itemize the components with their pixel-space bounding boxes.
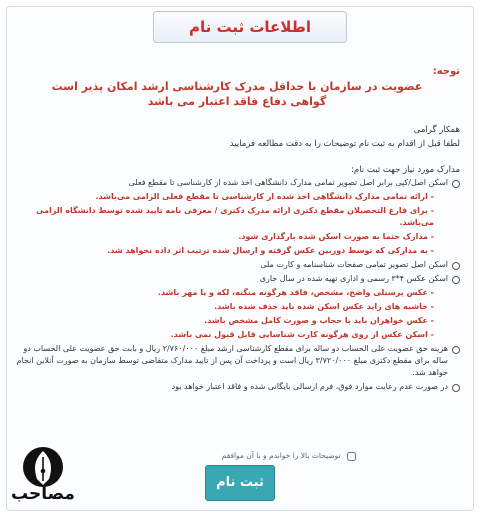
greeting-salutation: همکار گرامی bbox=[413, 125, 460, 135]
notice-line-2: گواهی دفاع فاقد اعتبار می باشد bbox=[147, 95, 327, 108]
page-title: اطلاعات ثبت نام bbox=[153, 11, 347, 43]
agreement-row bbox=[156, 451, 356, 461]
requirement-item: در صورت عدم رعایت موارد فوق، فرم ارسالی بایگانی شده و فاقد اعتبار خواهد بود bbox=[14, 381, 460, 393]
requirement-item: هزینه حق عضویت علی الحساب دو ساله برای مقطع کارشناسی ارشد مبلغ ۲/۷۶۰/۰۰۰ ریال و بابت حق عضویت علی الحساب دو ساله برای مقطع دکتری مبلغ ۳/۷۲۰/۰۰۰ ریال است و پرداخت آن پس از تایید مدارک متقاضی توسط سازمان به صورت آنلاین انجام خواهد شد. bbox=[14, 343, 460, 379]
requirement-warning: - ارائه تمامی مدارک دانشگاهی اخذ شده از کارشناسی تا مقطع فعلی الزامی می‌باشد. bbox=[95, 192, 434, 201]
registration-content bbox=[14, 66, 460, 395]
requirement-warning: - اسکن عکس از روی هرگونه کارت شناسایی قابل قبول نمی باشد. bbox=[170, 330, 434, 339]
requirement-warning: - مدارک حتما به صورت اسکن شده بارگذاری شود. bbox=[238, 232, 434, 241]
requirement-warning: - حاشیه های زاید عکس اسکن شده باید حذف شده باشد. bbox=[214, 302, 434, 311]
notice-line-1: عضویت در سازمان با حداقل مدرک کارشناسی ارشد امکان پذیر است bbox=[51, 80, 423, 93]
requirement-item: اسکن اصل تصویر تمامی صفحات شناسنامه و کارت ملی bbox=[14, 259, 460, 271]
requirement-warning: - عکس پرسنلی واضح، مشخص، فاقد هرگونه منگنه، لکه و یا مهر باشد. bbox=[157, 288, 434, 297]
requirement-warning: - به مدارکی که توسط دوربین عکس گرفته و ارسال شده ترتیب اثر داده نخواهد شد. bbox=[107, 246, 434, 255]
brand-logo-text: مصاحب bbox=[11, 484, 75, 504]
requirement-item: اسکن عکس ۴*۳ رسمی و اداری تهیه شده در سال جاری bbox=[14, 273, 460, 285]
agreement-label: توضیحات بالا را خواندم و با آن موافقم bbox=[221, 451, 341, 460]
requirements-title: مدارک مورد نیاز جهت ثبت نام: bbox=[351, 165, 460, 175]
greeting bbox=[14, 123, 460, 151]
notice-text bbox=[14, 79, 460, 109]
greeting-instruction: لطفا قبل از اقدام به ثبت نام توضیحات را به دقت مطالعه فرمایید bbox=[229, 139, 460, 149]
agreement-checkbox[interactable] bbox=[347, 452, 356, 461]
notice-label: توجه: bbox=[432, 66, 460, 77]
requirements-list bbox=[14, 177, 460, 393]
requirement-warning: - عکس خواهران باید با حجاب و صورت کامل مشخص باشد. bbox=[204, 316, 434, 325]
submit-button[interactable]: ثبت نام bbox=[205, 465, 275, 501]
requirement-warning: - برای فارغ التحصیلان مقطع دکتری ارائه مدرک دکتری / معرفی نامه تایید شده توسط دانشگاه الزامی می‌باشد. bbox=[36, 206, 434, 227]
requirement-item: اسکن اصل/کپی برابر اصل تصویر تمامی مدارک دانشگاهی اخذ شده از کارشناسی تا مقطع فعلی bbox=[14, 177, 460, 189]
